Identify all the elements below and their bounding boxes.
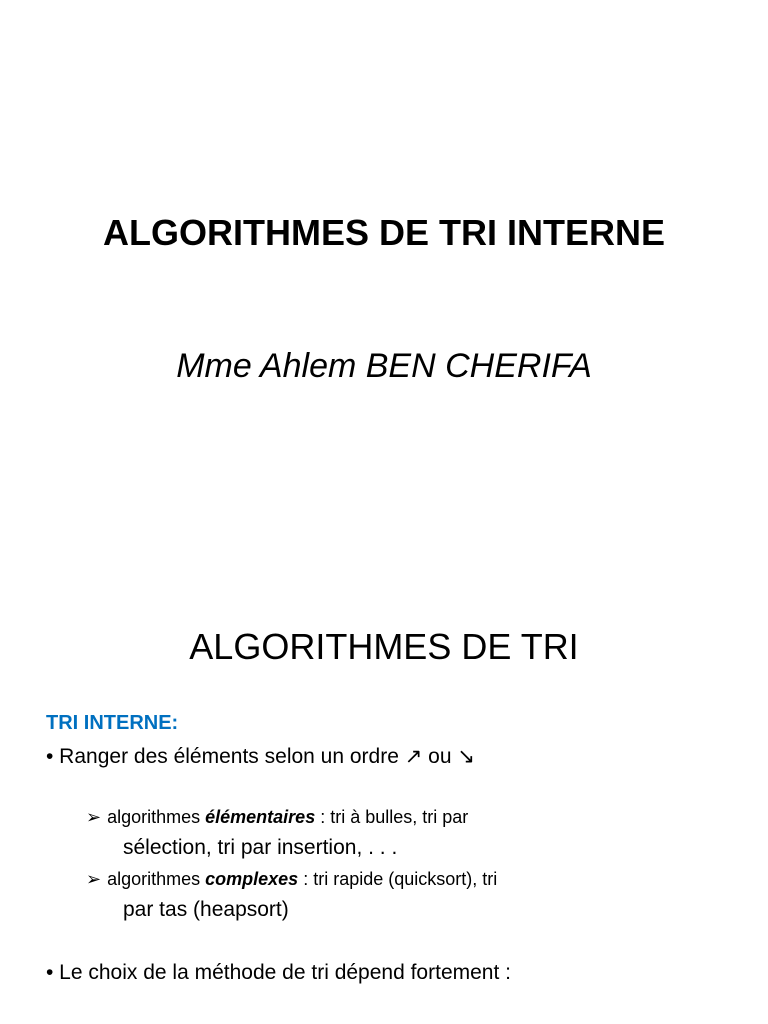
author-name: Mme Ahlem BEN CHERIFA	[176, 347, 592, 385]
slide-title: ALGORITHMES DE TRI	[189, 626, 579, 667]
sub-bullet-complex	[86, 869, 497, 890]
sub-bullet-continuation: sélection, tri par insertion, . . .	[123, 836, 398, 859]
sub-bullet-suffix: : tri à bulles, tri par	[315, 807, 469, 827]
bullet-point: • Le choix de la méthode de tri dépend fortement :	[46, 961, 511, 984]
content-slide	[0, 576, 768, 1024]
sub-bullet-keyword: élémentaires	[205, 807, 316, 827]
arrow-bullet-icon: ➢	[86, 869, 102, 889]
sub-bullet-prefix: algorithmes	[107, 807, 206, 827]
arrow-bullet-icon: ➢	[86, 807, 102, 827]
sub-bullet-continuation: par tas (heapsort)	[123, 898, 289, 921]
presentation-title: ALGORITHMES DE TRI INTERNE	[102, 212, 665, 253]
sub-bullet-elementary	[86, 807, 468, 828]
sub-bullet-prefix: algorithmes	[107, 869, 206, 889]
sub-bullet-keyword: complexes	[205, 869, 299, 889]
sub-bullet-suffix: : tri rapide (quicksort), tri	[298, 869, 498, 889]
bullet-point: • Ranger des éléments selon un ordre ↗ ou ↘	[46, 745, 475, 768]
section-heading: TRI INTERNE:	[46, 712, 179, 734]
